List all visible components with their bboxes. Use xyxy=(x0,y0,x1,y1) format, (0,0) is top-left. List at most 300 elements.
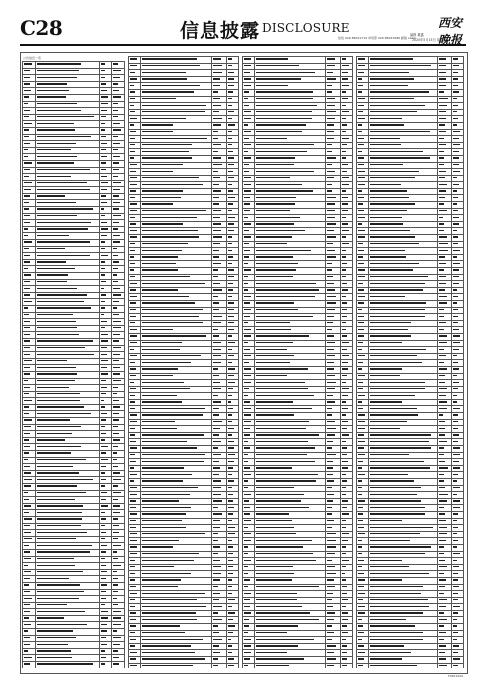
table-cell xyxy=(141,624,212,631)
table-cell xyxy=(226,577,238,584)
table-cell xyxy=(243,327,255,334)
table-cell xyxy=(141,182,212,189)
table-cell xyxy=(368,584,437,591)
table-cell xyxy=(437,591,451,598)
text-placeholder xyxy=(113,578,118,579)
text-placeholder xyxy=(213,401,220,402)
table-row xyxy=(243,571,353,578)
text-placeholder xyxy=(327,230,333,231)
table-cell xyxy=(23,404,36,411)
table-cell xyxy=(368,122,437,129)
text-placeholder xyxy=(342,144,347,145)
text-placeholder xyxy=(101,571,107,572)
table-cell xyxy=(326,544,341,551)
text-placeholder xyxy=(244,302,250,303)
table-row xyxy=(357,399,464,406)
table-cell xyxy=(340,498,352,505)
table-row xyxy=(243,188,353,195)
text-placeholder xyxy=(453,658,460,659)
table-cell xyxy=(357,624,369,631)
text-placeholder xyxy=(327,566,335,567)
table-row xyxy=(129,175,239,182)
table-cell xyxy=(23,622,36,629)
text-placeholder xyxy=(24,208,29,209)
table-row xyxy=(243,136,353,143)
text-placeholder xyxy=(370,78,414,79)
text-placeholder xyxy=(101,644,108,645)
table-cell xyxy=(35,484,99,491)
text-placeholder xyxy=(370,533,420,534)
table-row xyxy=(243,630,353,637)
table-cell xyxy=(255,551,326,558)
table-cell xyxy=(99,457,112,464)
text-placeholder xyxy=(142,606,206,607)
table-cell xyxy=(437,103,451,110)
text-placeholder xyxy=(439,276,446,277)
text-placeholder xyxy=(142,421,175,422)
table-row xyxy=(357,498,464,505)
table-cell xyxy=(112,503,125,510)
table-cell xyxy=(226,544,238,551)
text-placeholder xyxy=(439,78,446,79)
table-cell xyxy=(243,505,255,512)
table-cell xyxy=(243,136,255,143)
text-placeholder xyxy=(439,329,444,330)
table-cell xyxy=(243,340,255,347)
text-placeholder xyxy=(113,611,120,612)
text-placeholder xyxy=(113,301,118,302)
text-placeholder xyxy=(130,553,137,554)
table-cell xyxy=(99,253,112,260)
text-placeholder xyxy=(358,428,365,429)
table-cell xyxy=(35,635,99,642)
table-cell xyxy=(452,162,464,169)
table-cell xyxy=(357,254,369,261)
table-cell xyxy=(99,273,112,280)
text-placeholder xyxy=(228,487,232,488)
table-cell xyxy=(141,511,212,518)
table-cell xyxy=(437,129,451,136)
text-placeholder xyxy=(370,250,405,251)
text-placeholder xyxy=(142,414,202,415)
table-cell xyxy=(99,101,112,108)
table-cell xyxy=(23,648,36,655)
text-placeholder xyxy=(228,85,234,86)
text-placeholder xyxy=(113,228,118,229)
table-cell xyxy=(112,371,125,378)
text-placeholder xyxy=(342,507,347,508)
text-placeholder xyxy=(342,296,347,297)
table-cell xyxy=(368,419,437,426)
text-placeholder xyxy=(130,250,135,251)
text-placeholder xyxy=(453,164,459,165)
table-cell xyxy=(212,353,227,360)
table-row xyxy=(23,523,125,530)
text-placeholder xyxy=(213,658,218,659)
text-placeholder xyxy=(358,184,365,185)
text-placeholder xyxy=(453,652,458,653)
table-cell xyxy=(243,57,255,64)
table-row xyxy=(23,167,125,174)
table-cell xyxy=(35,563,99,570)
table-cell xyxy=(129,518,141,525)
listing-column-4 xyxy=(356,56,464,668)
table-row xyxy=(357,511,464,518)
table-row xyxy=(129,327,239,334)
table-cell xyxy=(35,273,99,280)
text-placeholder xyxy=(142,487,198,488)
table-cell xyxy=(23,345,36,352)
table-cell xyxy=(437,617,451,624)
table-cell xyxy=(23,305,36,312)
text-placeholder xyxy=(342,91,346,92)
text-placeholder xyxy=(113,518,118,519)
table-cell xyxy=(112,220,125,227)
table-cell xyxy=(129,511,141,518)
table-cell xyxy=(35,108,99,115)
table-cell xyxy=(437,287,451,294)
text-placeholder xyxy=(130,157,134,158)
table-row xyxy=(243,624,353,631)
table-cell xyxy=(255,360,326,367)
text-placeholder xyxy=(24,406,29,407)
text-placeholder xyxy=(453,401,457,402)
table-cell xyxy=(437,202,451,209)
text-placeholder xyxy=(113,215,121,216)
table-cell xyxy=(340,564,352,571)
text-placeholder xyxy=(342,289,349,290)
text-placeholder xyxy=(130,487,137,488)
table-cell xyxy=(23,576,36,583)
table-cell xyxy=(23,147,36,154)
text-placeholder xyxy=(24,182,32,183)
text-placeholder xyxy=(24,169,30,170)
text-placeholder xyxy=(37,459,86,460)
table-row xyxy=(357,406,464,413)
text-placeholder xyxy=(142,395,177,396)
text-placeholder xyxy=(244,236,251,237)
text-placeholder xyxy=(244,540,251,541)
table-cell xyxy=(23,312,36,319)
table-cell xyxy=(243,544,255,551)
table-row xyxy=(23,286,125,293)
text-placeholder xyxy=(113,314,119,315)
text-placeholder xyxy=(113,604,118,605)
table-cell xyxy=(437,597,451,604)
table-cell xyxy=(226,459,238,466)
text-placeholder xyxy=(113,63,118,64)
table-cell xyxy=(340,439,352,446)
table-cell xyxy=(368,538,437,545)
table-cell xyxy=(368,149,437,156)
table-cell xyxy=(357,380,369,387)
text-placeholder xyxy=(244,560,251,561)
text-placeholder xyxy=(37,281,67,282)
table-cell xyxy=(141,551,212,558)
table-cell xyxy=(226,182,238,189)
text-placeholder xyxy=(327,560,332,561)
text-placeholder xyxy=(228,72,234,73)
text-placeholder xyxy=(439,658,447,659)
table-cell xyxy=(129,195,141,202)
text-placeholder xyxy=(439,546,444,547)
text-placeholder xyxy=(113,123,120,124)
text-placeholder xyxy=(453,599,458,600)
text-placeholder xyxy=(327,586,335,587)
table-cell xyxy=(243,202,255,209)
text-placeholder xyxy=(213,612,218,613)
text-placeholder xyxy=(113,327,120,328)
table-cell xyxy=(340,142,352,149)
table-cell xyxy=(437,83,451,90)
table-cell xyxy=(99,68,112,75)
table-cell xyxy=(226,314,238,321)
table-cell xyxy=(437,76,451,83)
text-placeholder xyxy=(130,447,137,448)
table-row xyxy=(243,617,353,624)
table-row xyxy=(129,426,239,433)
text-placeholder xyxy=(213,157,221,158)
table-cell xyxy=(437,643,451,650)
text-placeholder xyxy=(327,276,333,277)
text-placeholder xyxy=(101,169,107,170)
table-cell xyxy=(23,609,36,616)
table-cell xyxy=(357,57,369,64)
table-cell xyxy=(212,485,227,492)
table-cell xyxy=(99,516,112,523)
table-cell xyxy=(452,472,464,479)
text-placeholder xyxy=(213,533,218,534)
table-cell xyxy=(129,643,141,650)
table-cell xyxy=(23,114,36,121)
table-row xyxy=(129,472,239,479)
table-cell xyxy=(368,399,437,406)
table-cell xyxy=(452,538,464,545)
table-cell xyxy=(368,314,437,321)
table-cell xyxy=(35,246,99,253)
table-cell xyxy=(357,235,369,242)
text-placeholder xyxy=(244,250,250,251)
table-cell xyxy=(129,300,141,307)
table-cell xyxy=(437,439,451,446)
table-row xyxy=(129,300,239,307)
text-placeholder xyxy=(256,619,319,620)
text-placeholder xyxy=(130,467,134,468)
table-cell xyxy=(141,162,212,169)
table-cell xyxy=(437,505,451,512)
text-placeholder xyxy=(24,288,30,289)
table-row xyxy=(243,261,353,268)
table-cell xyxy=(129,525,141,532)
table-cell xyxy=(326,215,341,222)
text-placeholder xyxy=(256,375,287,376)
table-cell xyxy=(255,643,326,650)
table-cell xyxy=(23,582,36,589)
table-cell xyxy=(35,365,99,372)
table-cell xyxy=(141,564,212,571)
table-row xyxy=(129,591,239,598)
table-cell xyxy=(357,287,369,294)
text-placeholder xyxy=(256,546,303,547)
text-placeholder xyxy=(142,236,199,237)
table-row xyxy=(23,629,125,636)
table-row xyxy=(23,569,125,576)
text-placeholder xyxy=(439,355,446,356)
table-cell xyxy=(437,353,451,360)
table-cell xyxy=(357,347,369,354)
text-placeholder xyxy=(113,116,118,117)
table-cell xyxy=(326,446,341,453)
table-cell xyxy=(368,511,437,518)
table-cell xyxy=(129,320,141,327)
table-cell xyxy=(35,299,99,306)
text-placeholder xyxy=(142,171,173,172)
text-placeholder xyxy=(439,395,446,396)
table-cell xyxy=(212,281,227,288)
table-row xyxy=(23,398,125,405)
table-cell xyxy=(326,314,341,321)
table-cell xyxy=(243,459,255,466)
table-cell xyxy=(357,202,369,209)
text-placeholder xyxy=(101,558,106,559)
table-row xyxy=(23,655,125,662)
table-cell xyxy=(99,88,112,95)
text-placeholder xyxy=(358,507,363,508)
text-placeholder xyxy=(244,368,251,369)
text-placeholder xyxy=(113,281,117,282)
table-cell xyxy=(340,617,352,624)
text-placeholder xyxy=(228,289,234,290)
table-cell xyxy=(340,544,352,551)
table-cell xyxy=(243,63,255,70)
table-cell xyxy=(452,221,464,228)
table-cell xyxy=(452,228,464,235)
table-row xyxy=(129,188,239,195)
text-placeholder xyxy=(256,382,305,383)
table-cell xyxy=(243,116,255,123)
table-cell xyxy=(340,393,352,400)
table-cell xyxy=(452,511,464,518)
table-cell xyxy=(368,650,437,657)
text-placeholder xyxy=(244,111,251,112)
table-cell xyxy=(226,248,238,255)
table-cell xyxy=(437,624,451,631)
table-cell xyxy=(340,597,352,604)
table-row xyxy=(357,558,464,565)
table-cell xyxy=(212,386,227,393)
text-placeholder xyxy=(342,408,348,409)
table-row xyxy=(357,261,464,268)
table-cell xyxy=(357,663,369,668)
text-placeholder xyxy=(142,665,193,666)
text-placeholder xyxy=(113,110,118,111)
table-cell xyxy=(112,141,125,148)
table-row xyxy=(243,202,353,209)
table-cell xyxy=(368,531,437,538)
table-cell xyxy=(255,129,326,136)
table-cell xyxy=(226,340,238,347)
table-cell xyxy=(112,62,125,69)
text-placeholder xyxy=(342,164,348,165)
text-placeholder xyxy=(113,274,117,275)
table-row xyxy=(23,530,125,537)
table-cell xyxy=(141,136,212,143)
text-placeholder xyxy=(342,322,346,323)
text-placeholder xyxy=(327,645,336,646)
table-row xyxy=(243,268,353,275)
table-cell xyxy=(357,268,369,275)
text-placeholder xyxy=(453,177,457,178)
table-cell xyxy=(35,424,99,431)
table-row xyxy=(243,604,353,611)
text-placeholder xyxy=(244,184,251,185)
table-cell xyxy=(340,511,352,518)
table-cell xyxy=(212,248,227,255)
text-placeholder xyxy=(370,65,431,66)
text-placeholder xyxy=(37,492,86,493)
text-placeholder xyxy=(24,294,30,295)
table-cell xyxy=(212,57,227,64)
table-row xyxy=(129,617,239,624)
table-cell xyxy=(212,624,227,631)
text-placeholder xyxy=(101,406,106,407)
table-cell xyxy=(23,121,36,128)
table-row xyxy=(129,149,239,156)
table-cell xyxy=(340,465,352,472)
table-cell xyxy=(452,182,464,189)
text-placeholder xyxy=(244,296,251,297)
table-cell xyxy=(368,254,437,261)
table-row xyxy=(23,213,125,220)
table-cell xyxy=(23,160,36,167)
text-placeholder xyxy=(439,296,447,297)
table-cell xyxy=(452,597,464,604)
table-row xyxy=(129,274,239,281)
table-cell xyxy=(255,663,326,668)
text-placeholder xyxy=(327,434,335,435)
text-placeholder xyxy=(130,203,137,204)
text-placeholder xyxy=(256,65,299,66)
text-placeholder xyxy=(37,584,80,585)
text-placeholder xyxy=(113,77,120,78)
text-placeholder xyxy=(439,579,446,580)
table-cell xyxy=(99,563,112,570)
text-placeholder xyxy=(142,586,177,587)
page-number: C28 xyxy=(20,16,63,40)
table-cell xyxy=(326,591,341,598)
table-cell xyxy=(452,215,464,222)
table-cell xyxy=(255,162,326,169)
table-cell xyxy=(452,274,464,281)
table-cell xyxy=(226,538,238,545)
table-cell xyxy=(212,558,227,565)
table-row xyxy=(129,70,239,77)
table-cell xyxy=(368,294,437,301)
text-placeholder xyxy=(244,593,251,594)
text-placeholder xyxy=(228,573,234,574)
table-cell xyxy=(340,228,352,235)
text-placeholder xyxy=(453,375,457,376)
text-placeholder xyxy=(453,520,457,521)
table-cell xyxy=(112,556,125,563)
text-placeholder xyxy=(101,327,105,328)
table-cell xyxy=(326,531,341,538)
table-row xyxy=(129,630,239,637)
table-cell xyxy=(357,241,369,248)
text-placeholder xyxy=(101,143,108,144)
table-cell xyxy=(243,235,255,242)
text-placeholder xyxy=(256,612,310,613)
